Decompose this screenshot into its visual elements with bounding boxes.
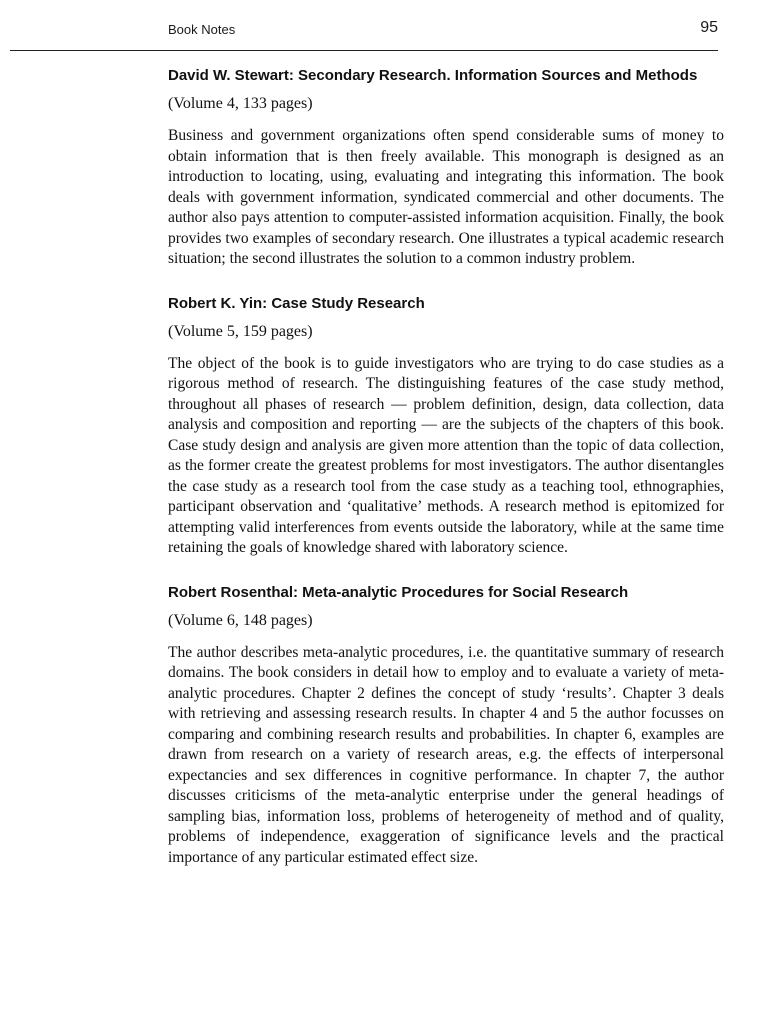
book-notes-body	[168, 64, 724, 868]
book-title: Robert K. Yin: Case Study Research	[168, 294, 425, 312]
header-rule	[10, 50, 718, 51]
volume-info: (Volume 4, 133 pages)	[168, 95, 313, 112]
section-label: Book Notes	[168, 22, 236, 37]
book-abstract: The author describes meta-analytic procedures, i.e. the quantitative summary of research domains. The book considers in detail how to employ and to evaluate a variety of meta-analytic procedures. Chapter 2 defines the concept of study ‘results’. Chapter 3 deals with retrieving and assessing research results. In chapter 4 and 5 the author focusses on comparing and combining research results and probabilities. In chapter 6, examples are drawn from research on a variety of research areas, e.g. the effects of interpersonal expectancies and sex differences in cognitive performance. In chapter 7, the author discusses criticisms of the meta-analytic enterprise under the general headings of sampling bias, information loss, problems of heterogeneity of method and of quality, problems of independence, exaggeration of significance levels and the practical importance of any particular estimated effect size.	[168, 643, 724, 866]
book-title: David W. Stewart: Secondary Research. Information Sources and Methods	[168, 67, 698, 84]
volume-info: (Volume 5, 159 pages)	[168, 322, 313, 340]
volume-info: (Volume 6, 148 pages)	[168, 611, 313, 629]
book-abstract: Business and government organizations often spend considerable sums of money to obtain information that is then freely available. This monograph is designed as an introduction to locating, using, evaluating and integrating this information. The book deals with government information, syndicated commercial and other documents. The author also pays attention to computer-assisted information acquisition. Finally, the book provides two examples of secondary research. One illustrates a typical academic research situation; the second illustrates the solution to a common industry problem.	[168, 127, 724, 267]
book-note-stewart	[168, 64, 724, 270]
book-abstract: The object of the book is to guide investigators who are trying to do case studies as a rigorous method of research. The distinguishing features of the case study method, throughout all phases of research — problem definition, design, data collection, data analysis and composition and reporting — are the subjects of the chapters of this book. Case study design and analysis are given more attention than the topic of data collection, as the former create the greatest problems for most investigators. The author disentangles the case study as a research tool from the case study as a teaching tool, ethnographies, participant observation and ‘qualitative’ methods. A research method is epitomized for attempting valid interferences from events outside the laboratory, while at the same time retaining the goals of knowledge shared with laboratory science.	[168, 354, 724, 556]
running-head	[0, 0, 768, 56]
page-number: 95	[700, 19, 718, 36]
book-note-rosenthal	[168, 581, 724, 869]
book-note-yin	[168, 292, 724, 559]
book-title: Robert Rosenthal: Meta-analytic Procedures for Social Research	[168, 583, 629, 601]
